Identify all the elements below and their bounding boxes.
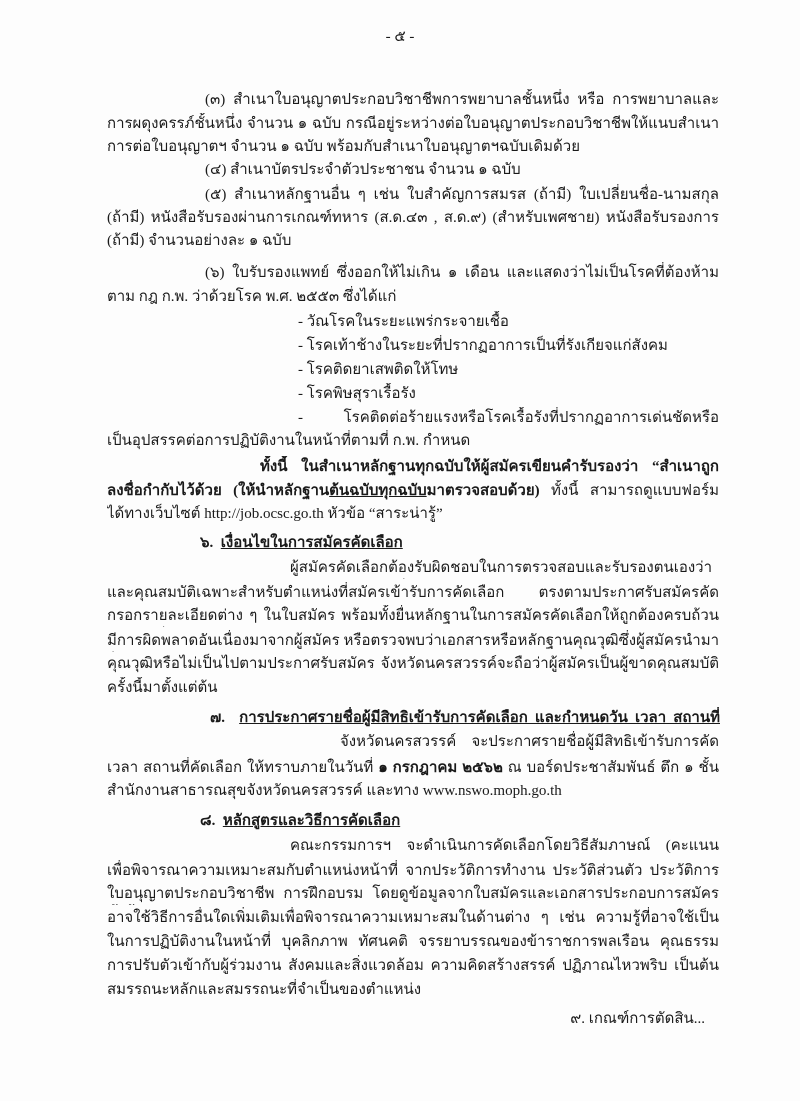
section6-line: และคุณสมบัติเฉพาะสำหรับตำแหน่งที่สมัครเข้ารับการคัดเลือก ตรงตามประกาศรับสมัครคัด [107, 585, 719, 601]
note-underlined: ต้นฉบับทุกฉบับ [329, 483, 427, 499]
section8-line: ใบอนุญาตประกอบวิชาชีพ การฝึกอบรม โดยดูข้อมูลจากใบสมัครและเอกสารประกอบการสมัคร [107, 886, 719, 902]
section8-line: สมรรถนะหลักและสมรรถนะที่จำเป็นของตำแหน่ง [107, 982, 422, 998]
note-line: ทั้งนี้ ในสำเนาหลักฐานทุกฉบับให้ผู้สมัครเขียนคำรับรองว่า “สำเนาถูก [260, 459, 719, 475]
section-title: เงื่อนไขในการสมัครคัดเลือก [220, 535, 403, 551]
section-number: ๗. [210, 710, 226, 726]
note-text: ทั้งนี้ สามารถดูแบบฟอร์ม [551, 483, 719, 499]
section6-line: กรอกรายละเอียดต่าง ๆ ในใบสมัคร พร้อมทั้งยื่นหลักฐานในการสมัครคัดเลือกให้ถูกต้องครบถ้วน [107, 608, 719, 624]
note-bold: ลงชื่อกำกับไว้ด้วย (ให้นำหลักฐาน [107, 483, 330, 499]
section8-heading [200, 810, 700, 832]
section6-line: คุณวุฒิหรือไม่เป็นไปตามประกาศรับสมัคร จังหวัดนครสวรรค์จะถือว่าผู้สมัครเป็นผู้ขาดคุณสมบัติ [107, 656, 719, 672]
disease-list-item: - โรคพิษสุราเรื้อรัง [298, 386, 416, 402]
item4-line: (๔) สำเนาบัตรประจำตัวประชาชน จำนวน ๑ ฉบับ [205, 162, 521, 178]
announcement-date: ๑ กรกฎาคม ๒๕๖๒ [378, 760, 503, 776]
section7-line: สำนักงานสาธารณสุขจังหวัดนครสวรรค์ และทาง www.nswo.moph.go.th [107, 783, 562, 799]
item3-line: การผดุงครรภ์ชั้นหนึ่ง จำนวน ๑ ฉบับ กรณีอยู่ระหว่างต่อใบอนุญาตประกอบวิชาชีพให้แนบสำเนา [107, 116, 719, 132]
item5-line: (ถ้ามี) หนังสือรับรองผ่านการเกณฑ์ทหาร (ส.ด.๔๓ , ส.ด.๙) (สำหรับเพศชาย) หนังสือรับรองการ [107, 210, 719, 226]
note-line [107, 480, 719, 502]
section8-line: อาจใช้วิธีการอื่นใดเพิ่มเติมเพื่อพิจารณาความเหมาะสมในด้านต่าง ๆ เช่น ความรู้ที่อาจใช้เป็น [107, 910, 719, 926]
note-line: ได้ทางเว็บไซต์ http://job.ocsc.go.th หัวข้อ “สาระน่ารู้” [107, 506, 443, 522]
section8-line: คณะกรรมการฯ จะดำเนินการคัดเลือกโดยวิธีสัมภาษณ์ (คะแนน [290, 838, 719, 854]
disease-list-item: - โรคเท้าช้างในระยะที่ปรากฏอาการเป็นที่รังเกียจแก่สังคม [298, 338, 668, 354]
disease-list-item: - วัณโรคในระยะแพร่กระจายเชื้อ [298, 314, 509, 330]
section-number: ๘. [200, 813, 216, 829]
item6-line: (๖) ใบรับรองแพทย์ ซึ่งออกให้ไม่เกิน ๑ เดือน และแสดงว่าไม่เป็นโรคที่ต้องห้าม [205, 265, 719, 281]
item6-line: เป็นอุปสรรคต่อการปฏิบัติงานในหน้าที่ตามที่ ก.พ. กำหนด [107, 433, 471, 449]
section-title: หลักสูตรและวิธีการคัดเลือก [222, 813, 401, 829]
section6-line: มีการผิดพลาดอันเนื่องมาจากผู้สมัคร หรือตรวจพบว่าเอกสารหรือหลักฐานคุณวุฒิซึ่งผู้สมัครนำมา [107, 633, 719, 649]
section-number: ๖. [200, 535, 214, 551]
section-title: การประกาศรายชื่อผู้มีสิทธิเข้ารับการคัดเลือก และกำหนดวัน เวลา สถานที่ [239, 710, 720, 726]
item3-line: การต่อใบอนุญาตฯ จำนวน ๑ ฉบับ พร้อมกับสำเนาใบอนุญาตฯฉบับเดิมด้วย [107, 139, 580, 155]
item6-line: ตาม กฎ ก.พ. ว่าด้วยโรค พ.ศ. ๒๕๕๓ ซึ่งได้แก่ [107, 289, 397, 305]
item5-line: (๕) สำเนาหลักฐานอื่น ๆ เช่น ใบสำคัญการสมรส (ถ้ามี) ใบเปลี่ยนชื่อ-นามสกุล [205, 187, 719, 203]
disease-list-item: - โรคติดยาเสพติดให้โทษ [298, 362, 459, 378]
section7-text: เวลา สถานที่คัดเลือก ให้ทราบภายในวันที่ [107, 760, 379, 776]
section7-line [107, 757, 719, 779]
section8-line: เพื่อพิจารณาความเหมาะสมกับตำแหน่งหน้าที่ จากประวัติการทำงาน ประวัติส่วนตัว ประวัติการ [107, 863, 719, 879]
note-bold: มาตรวจสอบด้วย) [426, 483, 540, 499]
section8-line: การปรับตัวเข้ากับผู้ร่วมงาน สังคมและสิ่งแวดล้อม ความคิดสร้างสรรค์ ปฏิภาณไหวพริบ เป็นต้น [107, 958, 719, 974]
section8-line: ในการปฏิบัติงานในหน้าที่ บุคลิกภาพ ทัศนคติ จรรยาบรรณของข้าราชการพลเรือน คุณธรรม [107, 934, 719, 950]
section7-text: ณ บอร์ดประชาสัมพันธ์ ตึก ๑ ชั้น [507, 760, 719, 776]
item3-line: (๓) สำเนาใบอนุญาตประกอบวิชาชีพการพยาบาลชั้นหนึ่ง หรือ การพยาบาลและ [205, 92, 719, 108]
section6-line: ผู้สมัครคัดเลือกต้องรับผิดชอบในการตรวจสอบและรับรองตนเองว่า [290, 560, 713, 576]
section6-line: ครั้งนี้มาตั้งแต่ต้น [107, 680, 218, 696]
section7-heading [210, 707, 720, 729]
section6-heading [200, 532, 700, 554]
item5-line: (ถ้ามี) จำนวนอย่างละ ๑ ฉบับ [107, 233, 292, 249]
section7-line: จังหวัดนครสวรรค์ จะประกาศรายชื่อผู้มีสิทธิเข้ารับการคัด [340, 734, 719, 750]
continuation-note: ๙. เกณฑ์การตัดสิน... [570, 1011, 705, 1027]
page-number: - ๕ - [385, 29, 415, 45]
disease-list-item: - โรคติดต่อร้ายแรงหรือโรคเรื้อรังที่ปรากฏอาการเด่นชัดหรือ [298, 410, 719, 426]
